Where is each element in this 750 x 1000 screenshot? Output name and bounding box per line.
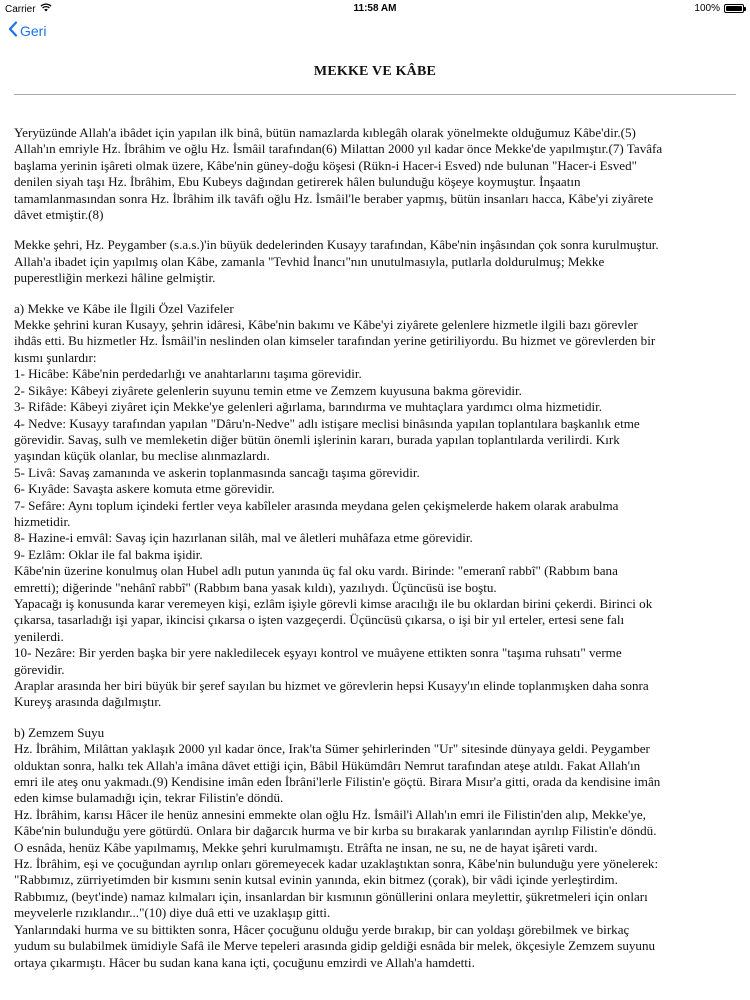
back-button-label: Geri	[20, 22, 47, 39]
paragraph-line: Yanlarındaki hurma ve su bittikten sonra, Hâcer çocuğunu olduğu yerde bırakıp, bir can yoldaşı görebilmek ve birkaç	[14, 921, 630, 937]
paragraph-line: Mekke şehrini kuran Kusayy, şehrin idâresi, Kâbe'nin bakımı ve Kâbe'yi ziyârete gelenlere hizmetle ilgili bazı görevler	[14, 317, 638, 333]
paragraph-line: puperestliğin merkezi hâline gelmiştir.	[14, 270, 216, 286]
paragraph-line: 5- Livâ: Savaş zamanında ve askerin toplanmasında sancağı taşıma görevidir.	[14, 464, 420, 480]
battery-icon	[724, 4, 744, 13]
status-time: 11:58 AM	[353, 3, 397, 14]
paragraph-line: başlama yerinin işâreti olmak üzere, Kâbe'nin güney-doğu köşesi (Rükn-i Hacer-i Esved) nde bulunan "Hacer-i Esved"	[14, 157, 637, 173]
paragraph-line: Hz. İbrâhim, Milâttan yaklaşık 2000 yıl kadar önce, Irak'ta Sümer şehirlerinden "Ur" sitesinde dünyaya geldi. Peygamber	[14, 741, 650, 757]
paragraph-line: hizmetidir.	[14, 513, 71, 529]
back-button[interactable]	[8, 21, 46, 40]
paragraph-line: Yeryüzünde Allah'a ibâdet için yapılan ilk binâ, bütün namazlarda kıblegâh olarak yönelmekte olduğumuz Kâbe'dir.(5)	[14, 125, 636, 140]
paragraph-line: emretti); diğerinde "nehânî rabbî" (Rabbım bana yasak kıldı), yazılıydı. Üçüncüsü ise boştu.	[14, 579, 497, 595]
paragraph-line: 3- Rifâde: Kâbeyi ziyâret için Mekke'ye gelenleri ağırlama, barındırma ve muhtaçlara yardımcı olma hizmetidir.	[14, 399, 603, 415]
paragraph-line: kısmı şunlardır:	[14, 349, 97, 365]
paragraph-line: Allah'ın emriyle Hz. İbrâhim ve oğlu Hz. İsmâil tarafından(6) Milattan 2000 yıl kadar önce Mekke'de yapılmıştır.(7) Tavâfa	[14, 141, 663, 157]
article-paragraph	[14, 301, 736, 711]
status-bar	[0, 0, 750, 18]
paragraph-line: Yapacağı iş konusunda karar veremeyen kişi, ezlâm işiyle görevli kimse aracılığı ile bu oklardan birini çekerdi. Birinci ok	[14, 595, 653, 611]
article-body	[14, 125, 736, 971]
article-content	[14, 44, 736, 985]
paragraph-line: tamamlanmasından sonra Hz. İbrâhim ilk tavâfı oğlu Hz. İsmâil'le beraber yapmış, bütün insanları hacca, Kâbe'yi ziyârete	[14, 190, 654, 206]
paragraph-line: olduktan sonra, halkı tek Allah'a imâna dâvet ettiği için, Bâbil Hükümdârı Nemrut tarafından ateşe atıldı. Fakat Allah'ın	[14, 757, 641, 773]
navigation-bar	[0, 18, 750, 44]
paragraph-line: emri ile ateş onu yakmadı.(9) Kendisine imân eden İbrâni'lerle Filistin'e göçtü. Birara Mısır'a gitti, orada da kendisine imân	[14, 774, 661, 790]
paragraph-line: çıkarsa, tasarladığı işi yapar, ikincisi çıkarsa o işten vazgeçerdi. Üçüncüsü çıkarsa, o işi bir yıl erteler, ertesi sene falı	[14, 612, 625, 628]
paragraph-line: 1- Hicâbe: Kâbe'nin perdedarlığı ve anahtarlarını taşıma görevidir.	[14, 366, 362, 382]
paragraph-line: Hz. İbrâhim, eşi ve çocuğundan ayrılıp onları göremeyecek kadar uzaklaştıktan sonra, Kâbe'nin bulunduğu yere yönelerek:	[14, 856, 659, 872]
paragraph-line: Araplar arasında her biri büyük bir şeref sayılan bu hizmet ve görevlerin hepsi Kusayy'ın elinde toplanmışken daha sonra	[14, 678, 649, 693]
paragraph-line: 9- Ezlâm: Oklar ile fal bakma işidir.	[14, 546, 203, 562]
battery-percent: 100%	[694, 3, 720, 14]
paragraph-line: eden kimse bulamadığı için, tekrar Filistin'e döndü.	[14, 790, 284, 806]
paragraph-line: dâvet etmiştir.(8)	[14, 207, 104, 223]
paragraph-line: Kâbe'nin bulunduğu yere götürdü. Onlara bir dağarcık hurma ve bir kırba su bırakarak yanlarından ayrılıp Filistin'e döndü.	[14, 823, 657, 839]
paragraph-line: Rabbımız, (beyt'inde) namaz kılmaları için, insanlardan bir kısmının gönüllerini onlara meylettir, şükretmeleri için onları	[14, 888, 648, 904]
paragraph-line: ortaya çıkarmıştı. Hâcer bu sudan kana kana içti, çocuğunu emzirdi ve Allah'a hamdetti.	[14, 954, 475, 970]
paragraph-line: görevidir. Savaş, sulh ve memleketin diğer bütün önemli işlerinin kararı, burada yapılan toplantılarda verilirdi. Kırk	[14, 431, 620, 447]
article-paragraph	[14, 125, 736, 223]
paragraph-line: 10- Nezâre: Bir yerden başka bir yere nakledilecek eşyayı kontrol ve muâyene ettikten sonra "taşıma ruhsatı" verme	[14, 645, 622, 661]
chevron-left-icon	[8, 21, 18, 40]
paragraph-line: Kureyş arasında dağılmıştır.	[14, 694, 162, 710]
paragraph-line: Hz. İbrâhim, karısı Hâcer ile henüz annesini emmekte olan oğlu Hz. İsmâil'i Allah'ın emri ile Filistin'den alıp, Mekke'ye,	[14, 806, 646, 822]
paragraph-line: a) Mekke ve Kâbe ile İlgili Özel Vazifeler	[14, 300, 234, 316]
paragraph-line: meyvelerle rızıklandır..."(10) diye duâ etti ve uzaklaşıp gitti.	[14, 905, 331, 921]
paragraph-line: 7- Sefâre: Aynı toplum içindeki fertler veya kabîleler arasında meydana gelen çekişmelerde hakem olarak arabulma	[14, 497, 619, 513]
paragraph-line: O esnâda, henüz Kâbe yapılmamış, Mekke şehri kurulmamıştı. Etrâfta ne insan, ne su, ne de hayat işâreti vardı.	[14, 839, 598, 855]
article-paragraph	[14, 237, 736, 286]
paragraph-line: Allah'a ibadet için yapılmış olan Kâbe, zamanla "Tevhid İnancı"nın unutulmasıyla, putlarla doldurulmuş; Mekke	[14, 253, 605, 269]
paragraph-line: Mekke şehri, Hz. Peygamber (s.a.s.)'in büyük dedelerinden Kusayy tarafından, Kâbe'nin inşâsından çok sonra kurulmuştur.	[14, 237, 659, 253]
paragraph-line: Kâbe'nin üzerine konulmuş olan Hubel adlı putun yanında üç fal oku vardı. Birinde: "emeranî rabbî" (Rabbım bana	[14, 563, 618, 579]
paragraph-line: yenilerdi.	[14, 628, 64, 644]
paragraph-line: görevidir.	[14, 661, 65, 677]
carrier-label: Carrier	[5, 3, 36, 15]
paragraph-line: 6- Kıyâde: Savaşta askere komuta etme görevidir.	[14, 481, 275, 497]
paragraph-line: denilen siyah taşı Hz. İbrâhim, Ebu Kubeys dağından getirerek hâlen bulunduğu köşeye koymuştur. İnşaatın	[14, 174, 581, 190]
paragraph-line: yaşından küçük olanlar, bu meclise alınmazlardı.	[14, 448, 270, 464]
paragraph-line: 2- Sikâye: Kâbeyi ziyârete gelenlerin suyunu temin etme ve Zemzem kuyusuna bakma görevidir.	[14, 382, 522, 398]
article-paragraph	[14, 725, 736, 971]
paragraph-line: 4- Nedve: Kusayy tarafından yapılan "Dâru'n-Nedve" adlı istişare meclisi binâsında yapılan toplantılara başkanlık etme	[14, 415, 640, 431]
status-right	[694, 3, 744, 14]
paragraph-line: ihdâs etti. Bu hizmetler Hz. İsmâil'in neslinden olan kimseler tarafından yerine getiriliyordu. Bu hizmet ve görevlerden bir	[14, 333, 656, 349]
battery-level	[726, 6, 742, 11]
title-divider	[14, 94, 736, 95]
paragraph-line: b) Zemzem Suyu	[14, 724, 105, 740]
paragraph-line: yudum su bulabilmek ümidiyle Safâ ile Merve tepeleri arasında gidip geldiği esnâda bir melek, ökçesiyle Zemzem suyunu	[14, 938, 656, 954]
paragraph-line: 8- Hazine-i emvâl: Savaş için hazırlanan silâh, mal ve âletleri muhâfaza etme görevidir.	[14, 530, 473, 546]
page-title: MEKKE VE KÂBE	[313, 64, 437, 79]
paragraph-line: "Rabbımız, zürriyetimden bir kısmını senin kutsal evinin yanında, ekin bitmez (çorak), bir vâdi içinde yerleştirdim.	[14, 872, 618, 888]
